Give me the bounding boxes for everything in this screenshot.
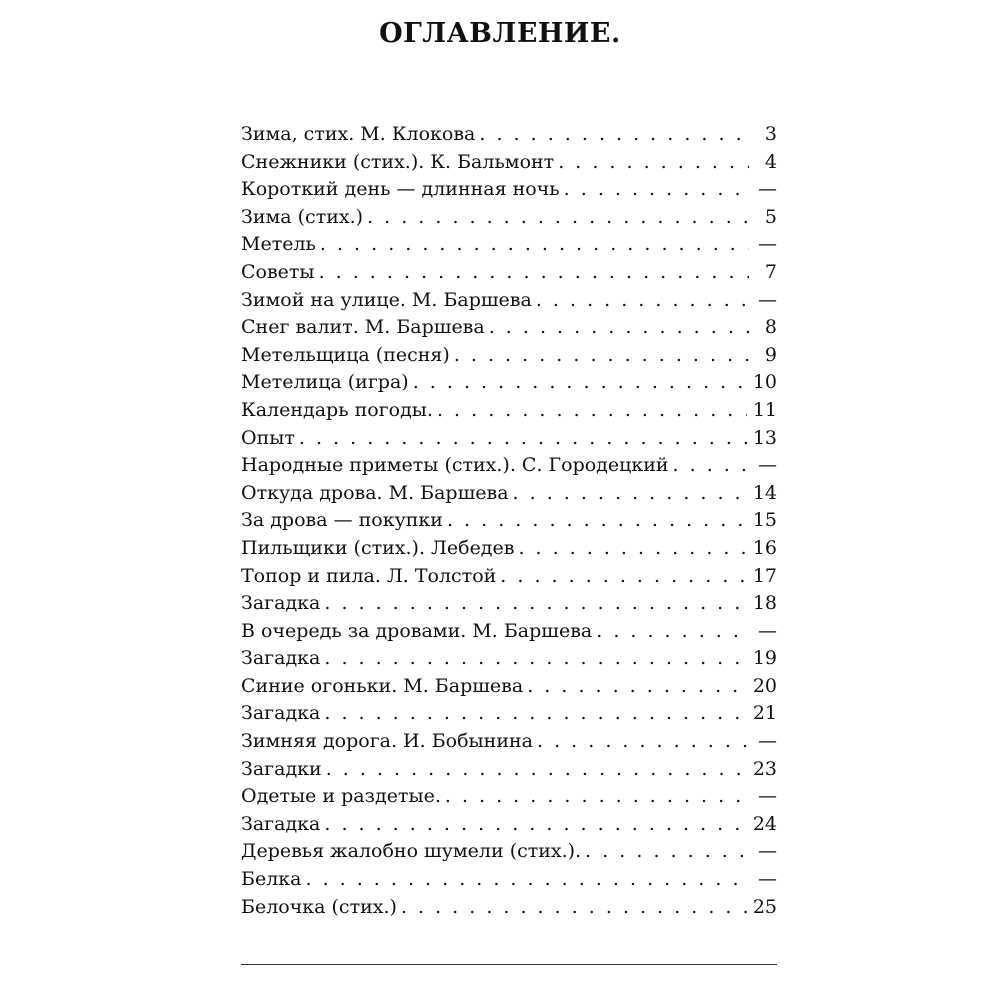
toc-dot-leader — [454, 342, 749, 370]
toc-dot-leader — [324, 811, 746, 839]
toc-dot-leader — [324, 590, 746, 618]
toc-entry-title: Опыт — [241, 426, 295, 449]
toc-entry-page: 5 — [764, 205, 777, 228]
toc-dot-leader — [401, 894, 747, 922]
page-title: ОГЛАВЛЕНИЕ. — [379, 18, 621, 49]
toc-entry-title: За дрова — покупки — [241, 509, 443, 532]
toc-entry — [241, 314, 777, 342]
toc-dot-leader — [413, 369, 747, 397]
toc-entry-title: Синие огоньки. М. Баршева — [241, 674, 524, 697]
toc-entry — [241, 618, 777, 646]
toc-entry-title: Загадки — [241, 757, 322, 780]
toc-entry-title: Пильщики (стих.). Лебедев — [241, 536, 515, 559]
toc-entry-page: 7 — [764, 260, 777, 283]
toc-entry — [241, 425, 777, 453]
toc-entry — [241, 728, 777, 756]
toc-entry-page: 20 — [752, 674, 777, 697]
toc-dot-leader — [324, 645, 746, 673]
toc-dot-leader — [437, 397, 747, 425]
toc-entry-page: — — [758, 840, 777, 863]
toc-dot-leader — [564, 176, 749, 204]
toc-entry-title: Снежники (стих.). К. Бальмонт — [241, 150, 555, 173]
toc-entry — [241, 121, 777, 149]
toc-entry — [241, 590, 777, 618]
toc-entry-title: Метельщица (песня) — [241, 343, 450, 366]
toc-entry — [241, 342, 777, 370]
toc-entry-title: Народные приметы (стих.). С. Городецкий — [241, 454, 669, 477]
toc-entry-title: Топор и пила. Л. Толстой — [241, 564, 497, 587]
toc-entry-page: — — [758, 454, 777, 477]
toc-entry-page: 4 — [764, 150, 777, 173]
toc-entry-page: 14 — [752, 481, 777, 504]
toc-entry-title: Советы — [241, 260, 315, 283]
toc-dot-leader — [367, 204, 749, 232]
toc-entry-title: Загадка — [241, 812, 321, 835]
toc-entry-title: Одетые и раздетые. — [241, 785, 441, 808]
toc-entry-page: 8 — [764, 316, 777, 339]
toc-entry-page: — — [758, 785, 777, 808]
toc-entry-page: — — [758, 730, 777, 753]
toc-entry-page: 19 — [752, 647, 777, 670]
toc-entry — [241, 149, 777, 177]
toc-entry — [241, 204, 777, 232]
toc-dot-leader — [445, 783, 749, 811]
toc-entry — [241, 287, 777, 315]
toc-entry-page: 18 — [752, 592, 777, 615]
toc-entry-page: 16 — [752, 536, 777, 559]
toc-dot-leader — [299, 425, 747, 453]
table-of-contents — [241, 121, 777, 921]
toc-dot-leader — [319, 259, 749, 287]
toc-entry — [241, 397, 777, 425]
toc-dot-leader — [596, 618, 749, 646]
toc-dot-leader — [326, 756, 747, 784]
toc-dot-leader — [320, 231, 749, 259]
toc-entry-title: Загадка — [241, 592, 321, 615]
toc-entry-page: — — [758, 868, 777, 891]
toc-entry-page: 21 — [752, 702, 777, 725]
toc-entry — [241, 756, 777, 784]
toc-entry — [241, 673, 777, 701]
toc-dot-leader — [447, 507, 747, 535]
toc-entry-title: Зимой на улице. М. Баршева — [241, 288, 532, 311]
toc-entry-page: 9 — [764, 343, 777, 366]
toc-dot-leader — [513, 480, 747, 508]
toc-entry-title: Белочка (стих.) — [241, 895, 397, 918]
toc-entry-title: В очередь за дровами. М. Баршева — [241, 619, 593, 642]
toc-entry-page: 3 — [764, 123, 777, 145]
toc-dot-leader — [500, 563, 747, 591]
toc-entry-title: Загадка — [241, 647, 321, 670]
toc-entry-title: Короткий день — длинная ночь — [241, 178, 560, 201]
toc-entry-page: 17 — [752, 564, 777, 587]
toc-entry-page: — — [758, 233, 777, 256]
toc-entry-title: Снег валит. М. Баршева — [241, 316, 485, 339]
toc-dot-leader — [324, 700, 746, 728]
toc-entry-page: — — [758, 619, 777, 642]
toc-entry-page: 13 — [752, 426, 777, 449]
toc-entry — [241, 866, 777, 894]
toc-entry-page: 23 — [752, 757, 777, 780]
toc-entry-title: Календарь погоды. — [241, 398, 433, 421]
toc-entry — [241, 535, 777, 563]
toc-dot-leader — [479, 121, 749, 149]
toc-entry-title: Зимняя дорога. И. Бобынина — [241, 730, 533, 753]
toc-dot-leader — [673, 452, 749, 480]
toc-entry — [241, 563, 777, 591]
toc-entry-title: Белка — [241, 868, 302, 891]
toc-entry — [241, 369, 777, 397]
toc-entry-title: Зима (стих.) — [241, 205, 364, 228]
toc-dot-leader — [489, 314, 749, 342]
toc-entry — [241, 507, 777, 535]
toc-entry — [241, 894, 777, 922]
toc-entry-title: Метель — [241, 233, 316, 256]
toc-dot-leader — [305, 866, 749, 894]
toc-entry — [241, 645, 777, 673]
toc-dot-leader — [537, 728, 749, 756]
toc-entry-title: Зима, стих. М. Клокова — [241, 123, 476, 145]
toc-dot-leader — [536, 287, 749, 315]
toc-dot-leader — [518, 535, 746, 563]
toc-dot-leader — [558, 149, 749, 177]
toc-entry — [241, 811, 777, 839]
toc-entry-page: — — [758, 288, 777, 311]
toc-entry-page: 10 — [752, 371, 777, 394]
toc-entry — [241, 259, 777, 287]
toc-entry-title: Откуда дрова. М. Баршева — [241, 481, 509, 504]
toc-entry-page: 11 — [752, 398, 777, 421]
toc-entry — [241, 480, 777, 508]
bottom-rule-divider — [241, 964, 777, 965]
toc-entry — [241, 783, 777, 811]
toc-entry — [241, 838, 777, 866]
toc-entry-title: Загадка — [241, 702, 321, 725]
toc-entry-title: Деревья жалобно шумели (стих.). — [241, 840, 582, 863]
toc-entry — [241, 176, 777, 204]
toc-dot-leader — [585, 838, 749, 866]
toc-entry-page: 25 — [752, 895, 777, 918]
toc-entry-page: — — [758, 178, 777, 201]
toc-entry — [241, 452, 777, 480]
toc-entry-title: Метелица (игра) — [241, 371, 409, 394]
toc-entry-page: 24 — [752, 812, 777, 835]
toc-dot-leader — [527, 673, 747, 701]
toc-entry — [241, 231, 777, 259]
toc-entry — [241, 700, 777, 728]
toc-entry-page: 15 — [752, 509, 777, 532]
